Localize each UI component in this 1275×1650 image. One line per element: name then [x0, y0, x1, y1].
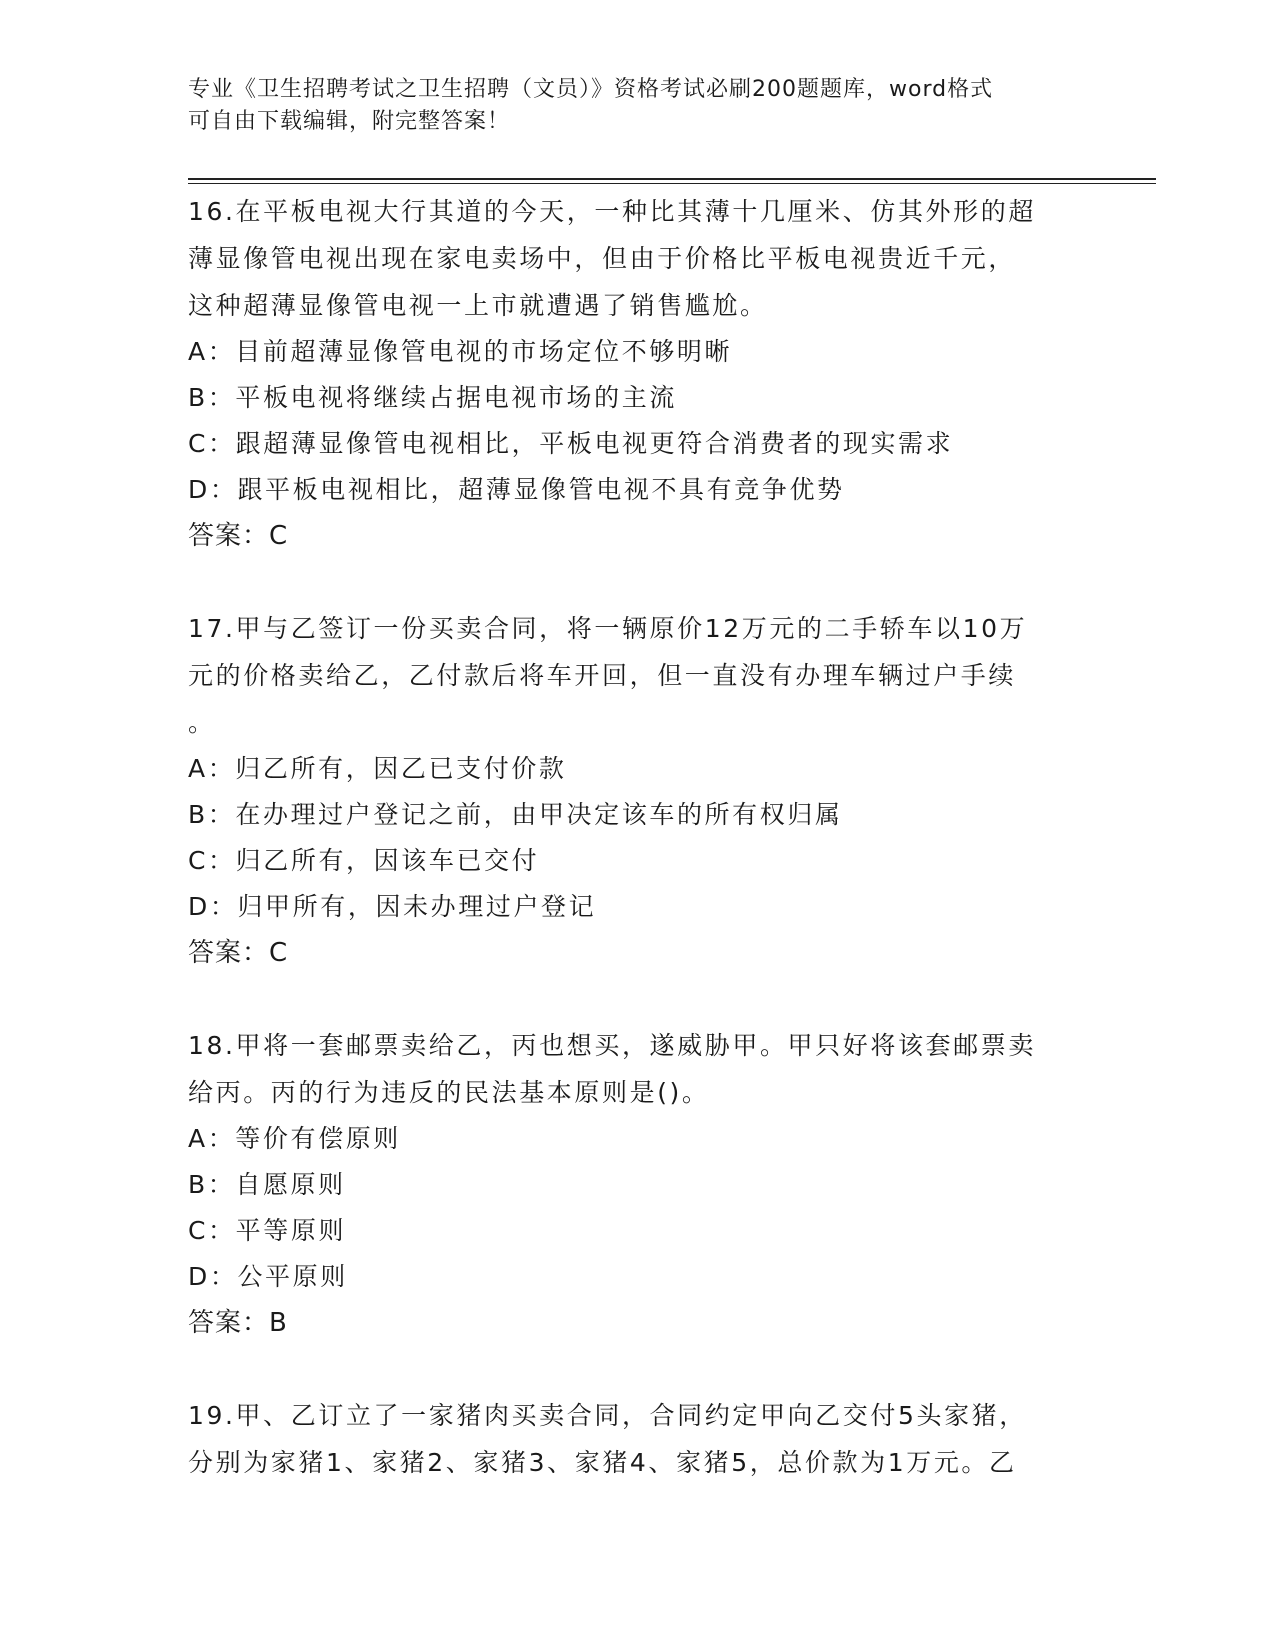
document-header — [188, 74, 1068, 138]
question-stem-line: 给丙。丙的行为违反的民法基本原则是()。 — [188, 1078, 710, 1107]
option-a: A：等价有偿原则 — [188, 1124, 401, 1153]
option-b: B：在办理过户登记之前，由甲决定该车的所有权归属 — [188, 800, 843, 829]
question-17 — [188, 605, 1088, 976]
option-a: A：归乙所有，因乙已支付价款 — [188, 754, 567, 783]
option-c: C：平等原则 — [188, 1216, 347, 1245]
answer: 答案：C — [188, 521, 289, 551]
option-c: C：归乙所有，因该车已交付 — [188, 846, 540, 875]
question-18 — [188, 1022, 1088, 1346]
question-stem-line: 16.在平板电视大行其道的今天，一种比其薄十几厘米、仿其外形的超 — [188, 197, 1036, 226]
option-d: D：归甲所有，因未办理过户登记 — [188, 892, 597, 921]
option-a: A：目前超薄显像管电视的市场定位不够明晰 — [188, 337, 733, 366]
question-stem-line: 18.甲将一套邮票卖给乙，丙也想买，遂威胁甲。甲只好将该套邮票卖 — [188, 1031, 1036, 1060]
question-list — [188, 188, 1088, 1532]
question-stem-line: 元的价格卖给乙，乙付款后将车开回，但一直没有办理车辆过户手续 — [188, 661, 1017, 690]
option-d: D：公平原则 — [188, 1262, 348, 1291]
option-b: B：自愿原则 — [188, 1170, 346, 1199]
answer: 答案：B — [188, 1308, 288, 1338]
header-rule-thin — [188, 183, 1156, 184]
header-line-2: 可自由下载编辑，附完整答案！ — [188, 109, 511, 134]
question-stem-line: 17.甲与乙签订一份买卖合同，将一辆原价12万元的二手轿车以10万 — [188, 614, 1028, 643]
question-stem-line: 分别为家猪1、家猪2、家猪3、家猪4、家猪5，总价款为1万元。乙 — [188, 1448, 1017, 1477]
question-stem-line: 这种超薄显像管电视一上市就遭遇了销售尴尬。 — [188, 291, 768, 320]
option-b: B：平板电视将继续占据电视市场的主流 — [188, 383, 677, 412]
option-c: C：跟超薄显像管电视相比，平板电视更符合消费者的现实需求 — [188, 429, 954, 458]
header-line-1: 专业《卫生招聘考试之卫生招聘（文员）》资格考试必刷200题题库，word格式 — [188, 77, 994, 102]
question-stem-line: 19.甲、乙订立了一家猪肉买卖合同，合同约定甲向乙交付5头家猪， — [188, 1401, 1027, 1430]
question-16 — [188, 188, 1088, 559]
option-d: D：跟平板电视相比，超薄显像管电视不具有竞争优势 — [188, 475, 845, 504]
answer: 答案：C — [188, 938, 289, 968]
question-stem-line: 薄显像管电视出现在家电卖场中，但由于价格比平板电视贵近千元， — [188, 244, 1017, 273]
question-stem-line: 。 — [188, 708, 216, 737]
question-19 — [188, 1392, 1088, 1486]
header-rule-thick — [188, 178, 1156, 180]
